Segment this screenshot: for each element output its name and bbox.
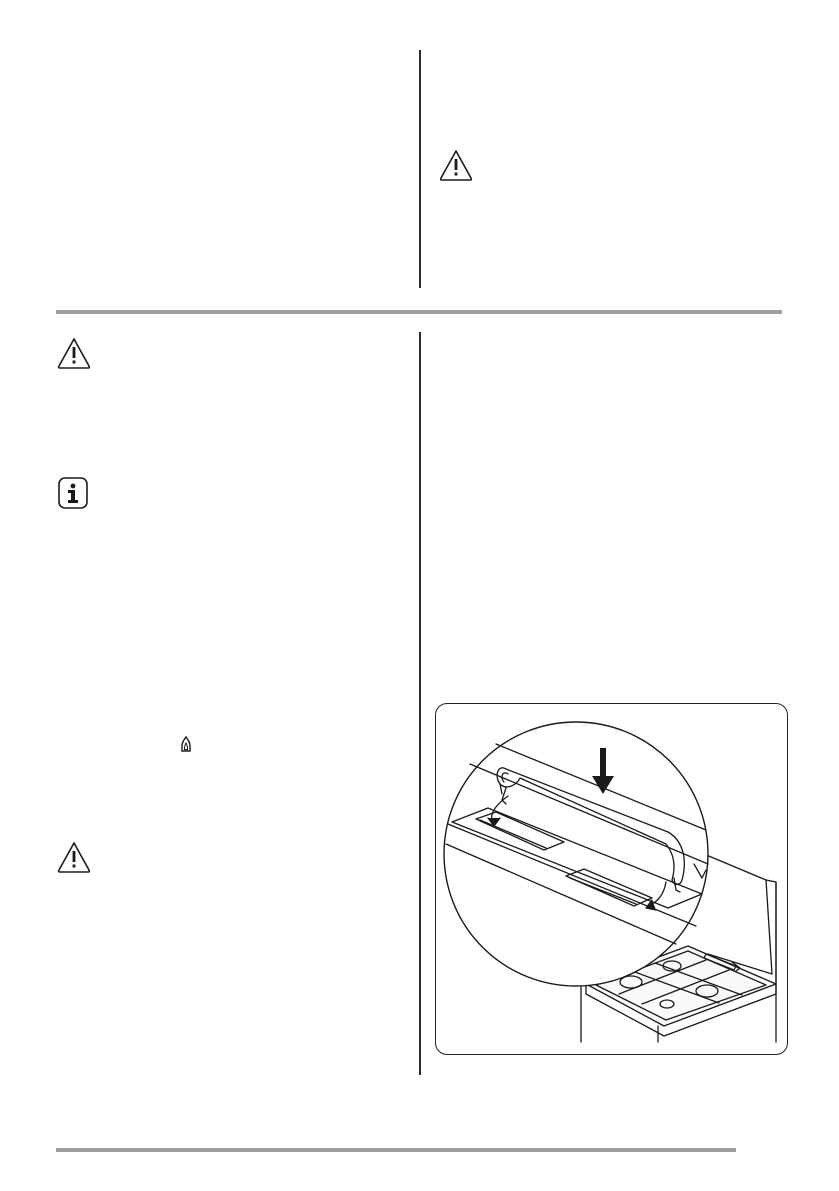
lid-installation-figure — [435, 703, 788, 1055]
lower-column-divider — [419, 332, 421, 1075]
upper-column-divider — [419, 50, 421, 288]
warning-triangle-icon — [56, 840, 92, 874]
burner-flame-icon — [180, 736, 192, 752]
info-box-icon — [58, 477, 88, 509]
warning-triangle-icon — [56, 336, 92, 370]
section-divider — [56, 310, 782, 314]
lid-installation-illustration — [436, 704, 787, 1054]
warning-triangle-icon — [438, 148, 474, 182]
page-footer-rule — [56, 1148, 736, 1152]
